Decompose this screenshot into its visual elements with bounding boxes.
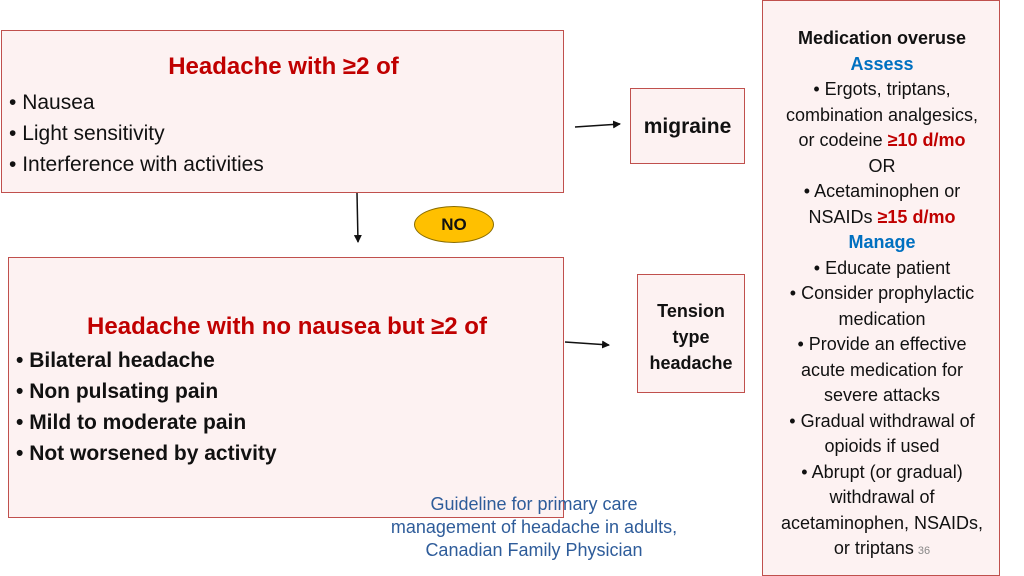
migraine-label: migraine	[643, 115, 732, 138]
list-item: • Nausea	[9, 87, 264, 118]
side-text: or codeine	[798, 130, 888, 150]
tension-outcome-box	[637, 274, 745, 393]
side-line: opioids if used	[824, 436, 940, 456]
side-line: • Ergots, triptans,	[813, 79, 951, 99]
migraine-criteria-box	[1, 30, 564, 193]
side-line: medication	[838, 308, 926, 329]
side-text: NSAIDs	[808, 206, 878, 227]
side-line: combination analgesics,	[785, 104, 979, 125]
tension-criteria-box	[8, 257, 564, 518]
arrow-down	[357, 193, 358, 242]
side-line: • Provide an effective	[797, 334, 967, 354]
threshold-15: ≥15 d/mo	[877, 206, 956, 227]
manage-heading: Manage	[848, 232, 916, 252]
migraine-criteria-title: Headache with ≥2 of	[168, 53, 399, 80]
tension-criteria-list	[16, 345, 277, 469]
medication-overuse-title: Medication overuse	[797, 28, 967, 48]
migraine-criteria-list	[9, 87, 264, 180]
tension-label-line: Tension	[657, 301, 725, 321]
list-item: • Light sensitivity	[9, 118, 264, 149]
medication-overuse-content	[763, 26, 1001, 565]
list-item: • Mild to moderate pain	[16, 407, 277, 438]
tension-criteria-title: Headache with no nausea but ≥2 of	[87, 313, 487, 340]
side-line	[763, 128, 1001, 154]
side-line: • Gradual withdrawal of	[789, 410, 975, 431]
side-line: acetaminophen, NSAIDs,	[780, 512, 984, 533]
list-item: • Bilateral headache	[16, 345, 277, 376]
side-line: OR	[868, 155, 896, 176]
no-badge: NO	[414, 206, 494, 243]
side-line: withdrawal of	[829, 487, 935, 507]
medication-overuse-box	[762, 0, 1000, 576]
side-line	[763, 205, 1001, 231]
side-line: acute medication for	[800, 359, 964, 380]
citation-line: Guideline for primary care	[430, 494, 638, 514]
list-item: • Non pulsating pain	[16, 376, 277, 407]
list-item: • Interference with activities	[9, 149, 264, 180]
threshold-10: ≥10 d/mo	[887, 130, 966, 150]
side-line	[763, 536, 1001, 565]
side-line: • Abrupt (or gradual)	[801, 461, 963, 482]
citation-line: Canadian Family Physician	[425, 540, 643, 560]
tension-label	[638, 298, 744, 376]
side-text: or triptans	[833, 538, 914, 558]
tension-label-line: headache	[649, 353, 733, 373]
arrow-to-tension	[565, 342, 609, 345]
tension-label-line: type	[672, 327, 710, 347]
side-line: • Educate patient	[813, 257, 951, 278]
assess-heading: Assess	[850, 53, 914, 74]
migraine-outcome-box	[630, 88, 745, 164]
page-number: 36	[917, 545, 931, 557]
side-line: severe attacks	[823, 385, 941, 405]
side-line: • Acetaminophen or	[803, 181, 961, 201]
citation-line: management of headache in adults,	[390, 517, 678, 537]
list-item: • Not worsened by activity	[16, 438, 277, 469]
citation	[376, 493, 692, 562]
side-line: • Consider prophylactic	[789, 283, 975, 303]
arrow-to-migraine	[575, 124, 620, 127]
